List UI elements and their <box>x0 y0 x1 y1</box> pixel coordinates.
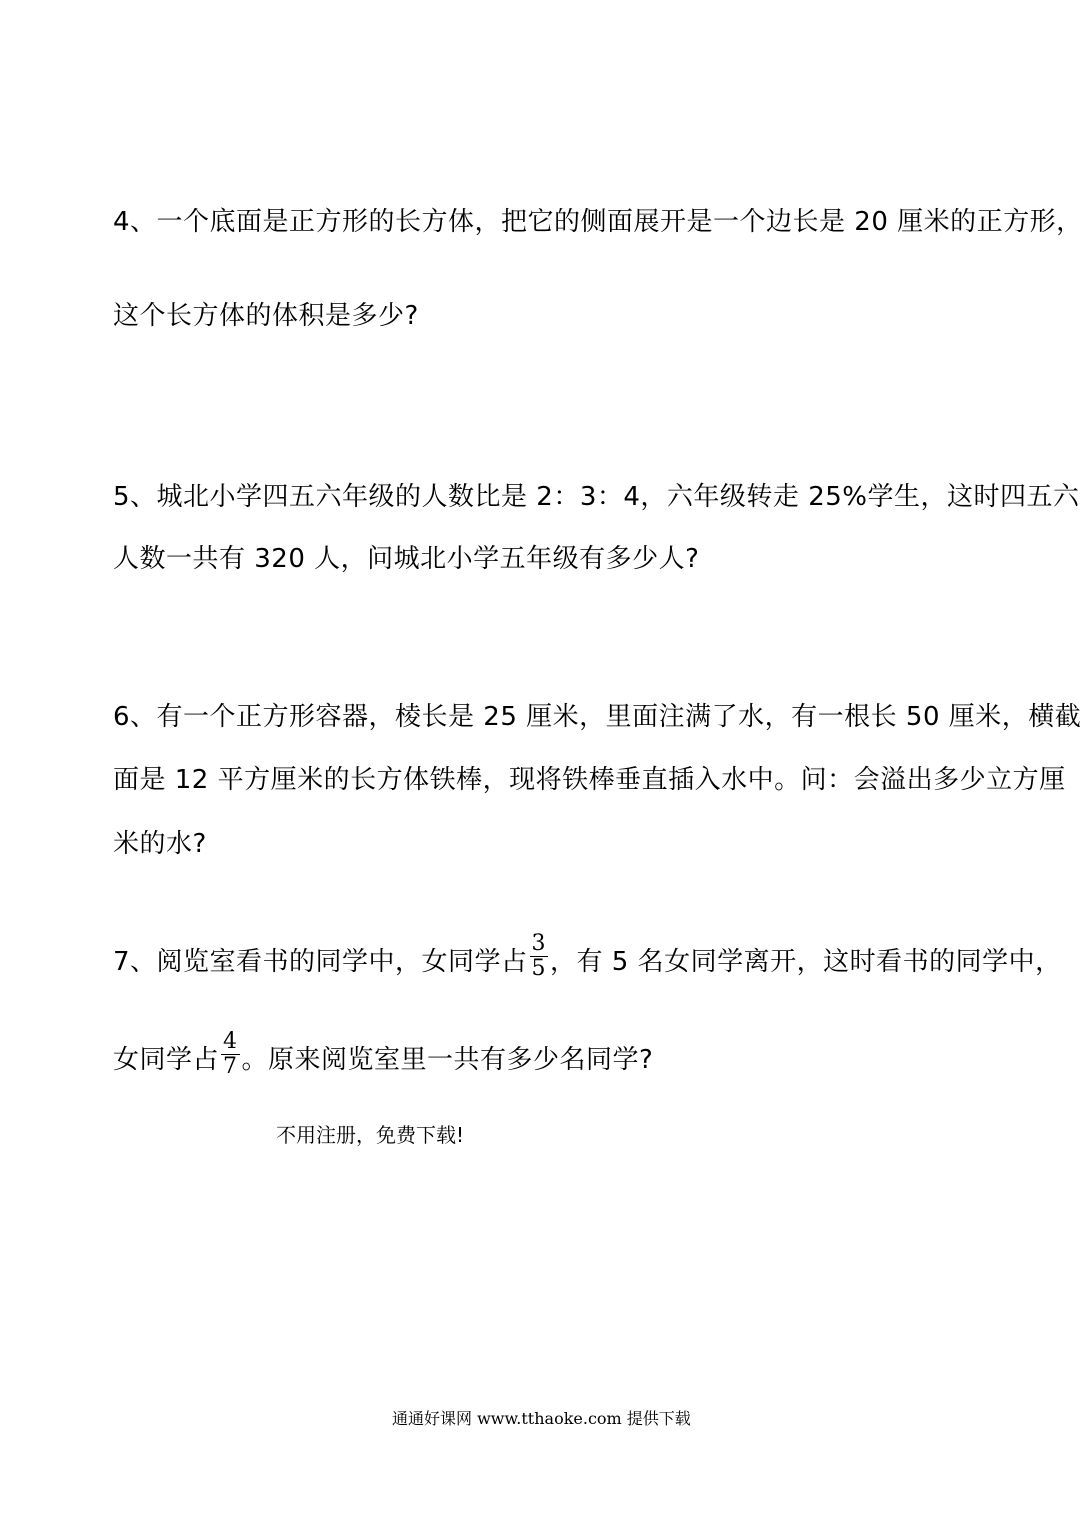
question-7-text-d: 。原来阅览室里一共有多少名同学? <box>241 1045 654 1075</box>
free-download-note: 不用注册，免费下载! <box>276 1123 465 1147</box>
question-7-text-a: 7、阅览室看书的同学中，女同学占 <box>113 947 528 977</box>
question-6-line-2: 面是 12 平方厘米的长方体铁棒，现将铁棒垂直插入水中。问：会溢出多少立方厘 <box>113 765 1066 795</box>
question-4-line-1: 4、一个底面是正方形的长方体，把它的侧面展开是一个边长是 20 厘米的正方形， <box>113 207 1083 237</box>
question-7-text-c: 女同学占 <box>113 1045 220 1075</box>
fraction-denominator: 5 <box>531 956 547 981</box>
question-7-text-b: ，有 5 名女同学离开，这时看书的同学中， <box>550 947 1062 977</box>
footer-credit: 通通好课网 www.tthaoke.com 提供下载 <box>392 1409 691 1428</box>
fraction-four-sevenths <box>221 1030 240 1079</box>
question-5-line-2: 人数一共有 320 人，问城北小学五年级有多少人? <box>113 544 700 574</box>
question-6-line-3: 米的水? <box>113 829 207 859</box>
question-7-line-1 <box>113 931 1062 987</box>
question-4-line-2: 这个长方体的体积是多少? <box>113 301 419 331</box>
question-7-line-2 <box>113 1029 654 1085</box>
fraction-denominator: 7 <box>223 1054 238 1079</box>
fraction-numerator: 4 <box>223 1029 238 1054</box>
fraction-three-fifths <box>530 932 549 981</box>
fraction-numerator: 3 <box>531 931 547 956</box>
question-5-line-1: 5、城北小学四五六年级的人数比是 2：3：4，六年级转走 25%学生，这时四五六 <box>113 482 1080 512</box>
question-6-line-1: 6、有一个正方形容器，棱长是 25 厘米，里面注满了水，有一根长 50 厘米，横截 <box>113 702 1082 732</box>
